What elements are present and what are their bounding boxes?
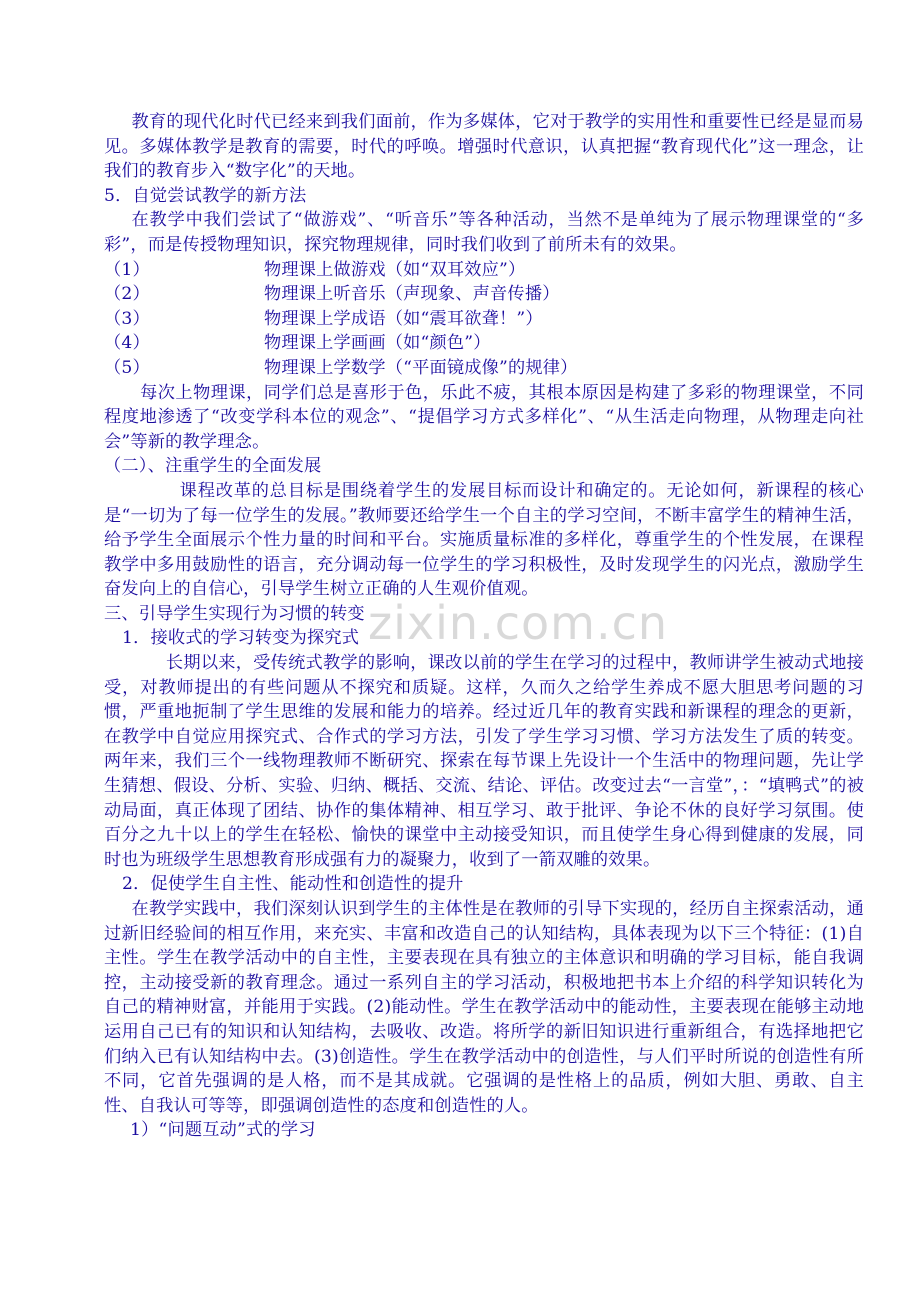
paragraph-autonomy: 在教学实践中，我们深刻认识到学生的主体性是在教师的引导下实现的，经历自主探索活动，通过新旧经验间的相互作用，来充实、丰富和改造自己的认知结构，具体表现为以下三个特征：(1)自主性。学生在教学活动中的自主性，主要表现在具有独立的主体意识和明确的学习目标，能自我调控，主动接受新的教育理念。通过一系列自主的学习活动，积极地把书本上介绍的科学知识转化为自己的精神财富，并能用于实践。(2)能动性。学生在教学活动中的能动性，主要表现在能够主动地运用自己已有的知识和认知结构，去吸收、改造。将所学的新旧知识进行重新组合，有选择地把它们纳入已有认知结构中去。(3)创造性。学生在教学活动中的创造性，与人们平时所说的创造性有所不同，它首先强调的是人格，而不是其成就。它强调的是性格上的品质，例如大胆、勇敢、自主性、自我认可等等，即强调创造性的态度和创造性的人。 <box>104 899 864 1116</box>
paragraph-activities: 在教学中我们尝试了“做游戏”、“听音乐”等各种活动，当然不是单纯为了展示物理课堂的“多彩”，而是传授物理知识，探究物理规律，同时我们收到了前所未有的效果。 <box>104 210 864 255</box>
document-body <box>104 110 864 1143</box>
list-item-text: 物理课上学成语（如“震耳欲聋！”） <box>264 308 543 329</box>
heading-inquiry-learning: 1．接收式的学习转变为探究式 <box>122 628 360 649</box>
list-item <box>104 356 864 381</box>
heading-problem-interaction: 1）“问题互动”式的学习 <box>130 1120 316 1141</box>
list-item-number: （3） <box>104 308 150 329</box>
list-item <box>104 258 864 283</box>
heading-section-2: （二）、注重学生的全面发展 <box>104 456 322 477</box>
list-item-number: （5） <box>104 357 150 378</box>
list-item <box>104 307 864 332</box>
list-item-number: （4） <box>104 333 150 354</box>
watermark: zixin.com.cn <box>368 596 669 650</box>
list-item-text: 物理课上做游戏（如“双耳效应”） <box>264 259 526 280</box>
list-item-number: （1） <box>104 259 150 280</box>
heading-autonomy: 2．促使学生自主性、能动性和创造性的提升 <box>122 874 464 895</box>
paragraph-multimedia: 教育的现代化时代已经来到我们面前，作为多媒体，它对于教学的实用性和重要性已经是显而易见。多媒体教学是教育的需要，时代的呼唤。增强时代意识，认真把握“教育现代化”这一理念，让我们的教育步入“数字化”的天地。 <box>104 112 864 182</box>
list-item-number: （2） <box>104 284 150 305</box>
list-item-text: 物理课上学画画（如“颜色”） <box>264 333 491 354</box>
list-item-text: 物理课上听音乐（声现象、声音传播） <box>264 284 560 305</box>
paragraph-curriculum-goal: 课程改革的总目标是围绕着学生的发展目标而设计和确定的。无论如何，新课程的核心是“一切为了每一位学生的发展。”教师要还给学生一个自主的学习空间，不断丰富学生的精神生活，给予学生全面展示个性力量的时间和平台。实施质量标准的多样化，尊重学生的个性发展，在课程教学中多用鼓励性的语言，充分调动每一位学生的学习积极性，及时发现学生的闪光点，激励学生奋发向上的自信心，引导学生树立正确的人生观价值观。 <box>104 480 864 600</box>
list-item <box>104 282 864 307</box>
heading-new-methods: 5．自觉尝试教学的新方法 <box>104 185 307 206</box>
paragraph-physics-class: 每次上物理课，同学们总是喜形于色，乐此不疲，其根本原因是构建了多彩的物理课堂，不同程度地渗透了“改变学科本位的观念”、“提倡学习方式多样化”、“从生活走向物理，从物理走向社会”等新的教学理念。 <box>104 382 864 452</box>
list-item <box>104 331 864 356</box>
paragraph-inquiry: 长期以来，受传统式教学的影响，课改以前的学生在学习的过程中，教师讲学生被动式地接受，对教师提出的有些问题从不探究和质疑。这样，久而久之给学生养成不愿大胆思考问题的习惯，严重地扼制了学生思维的发展和能力的培养。经过近几年的教育实践和新课程的理念的更新，在教学中自觉应用探究式、合作式的学习方法，引发了学生学习习惯、学习方法发生了质的转变。两年来，我们三个一线物理教师不断研究、探索在每节课上先设计一个生活中的物理问题，先让学生猜想、假设、分析、实验、归纳、概括、交流、结论、评估。改变过去“一言堂”，：“填鸭式”的被动局面，真正体现了团结、协作的集体精神、相互学习、敢于批评、争论不休的良好学习氛围。使百分之九十以上的学生在轻松、愉快的课堂中主动接受知识，而且使学生身心得到健康的发展，同时也为班级学生思想教育形成强有力的凝聚力，收到了一箭双雕的效果。 <box>104 653 864 870</box>
heading-section-3: 三、引导学生实现行为习惯的转变 <box>104 603 365 624</box>
list-item-text: 物理课上学数学（“平面镜成像”的规律） <box>264 357 578 378</box>
